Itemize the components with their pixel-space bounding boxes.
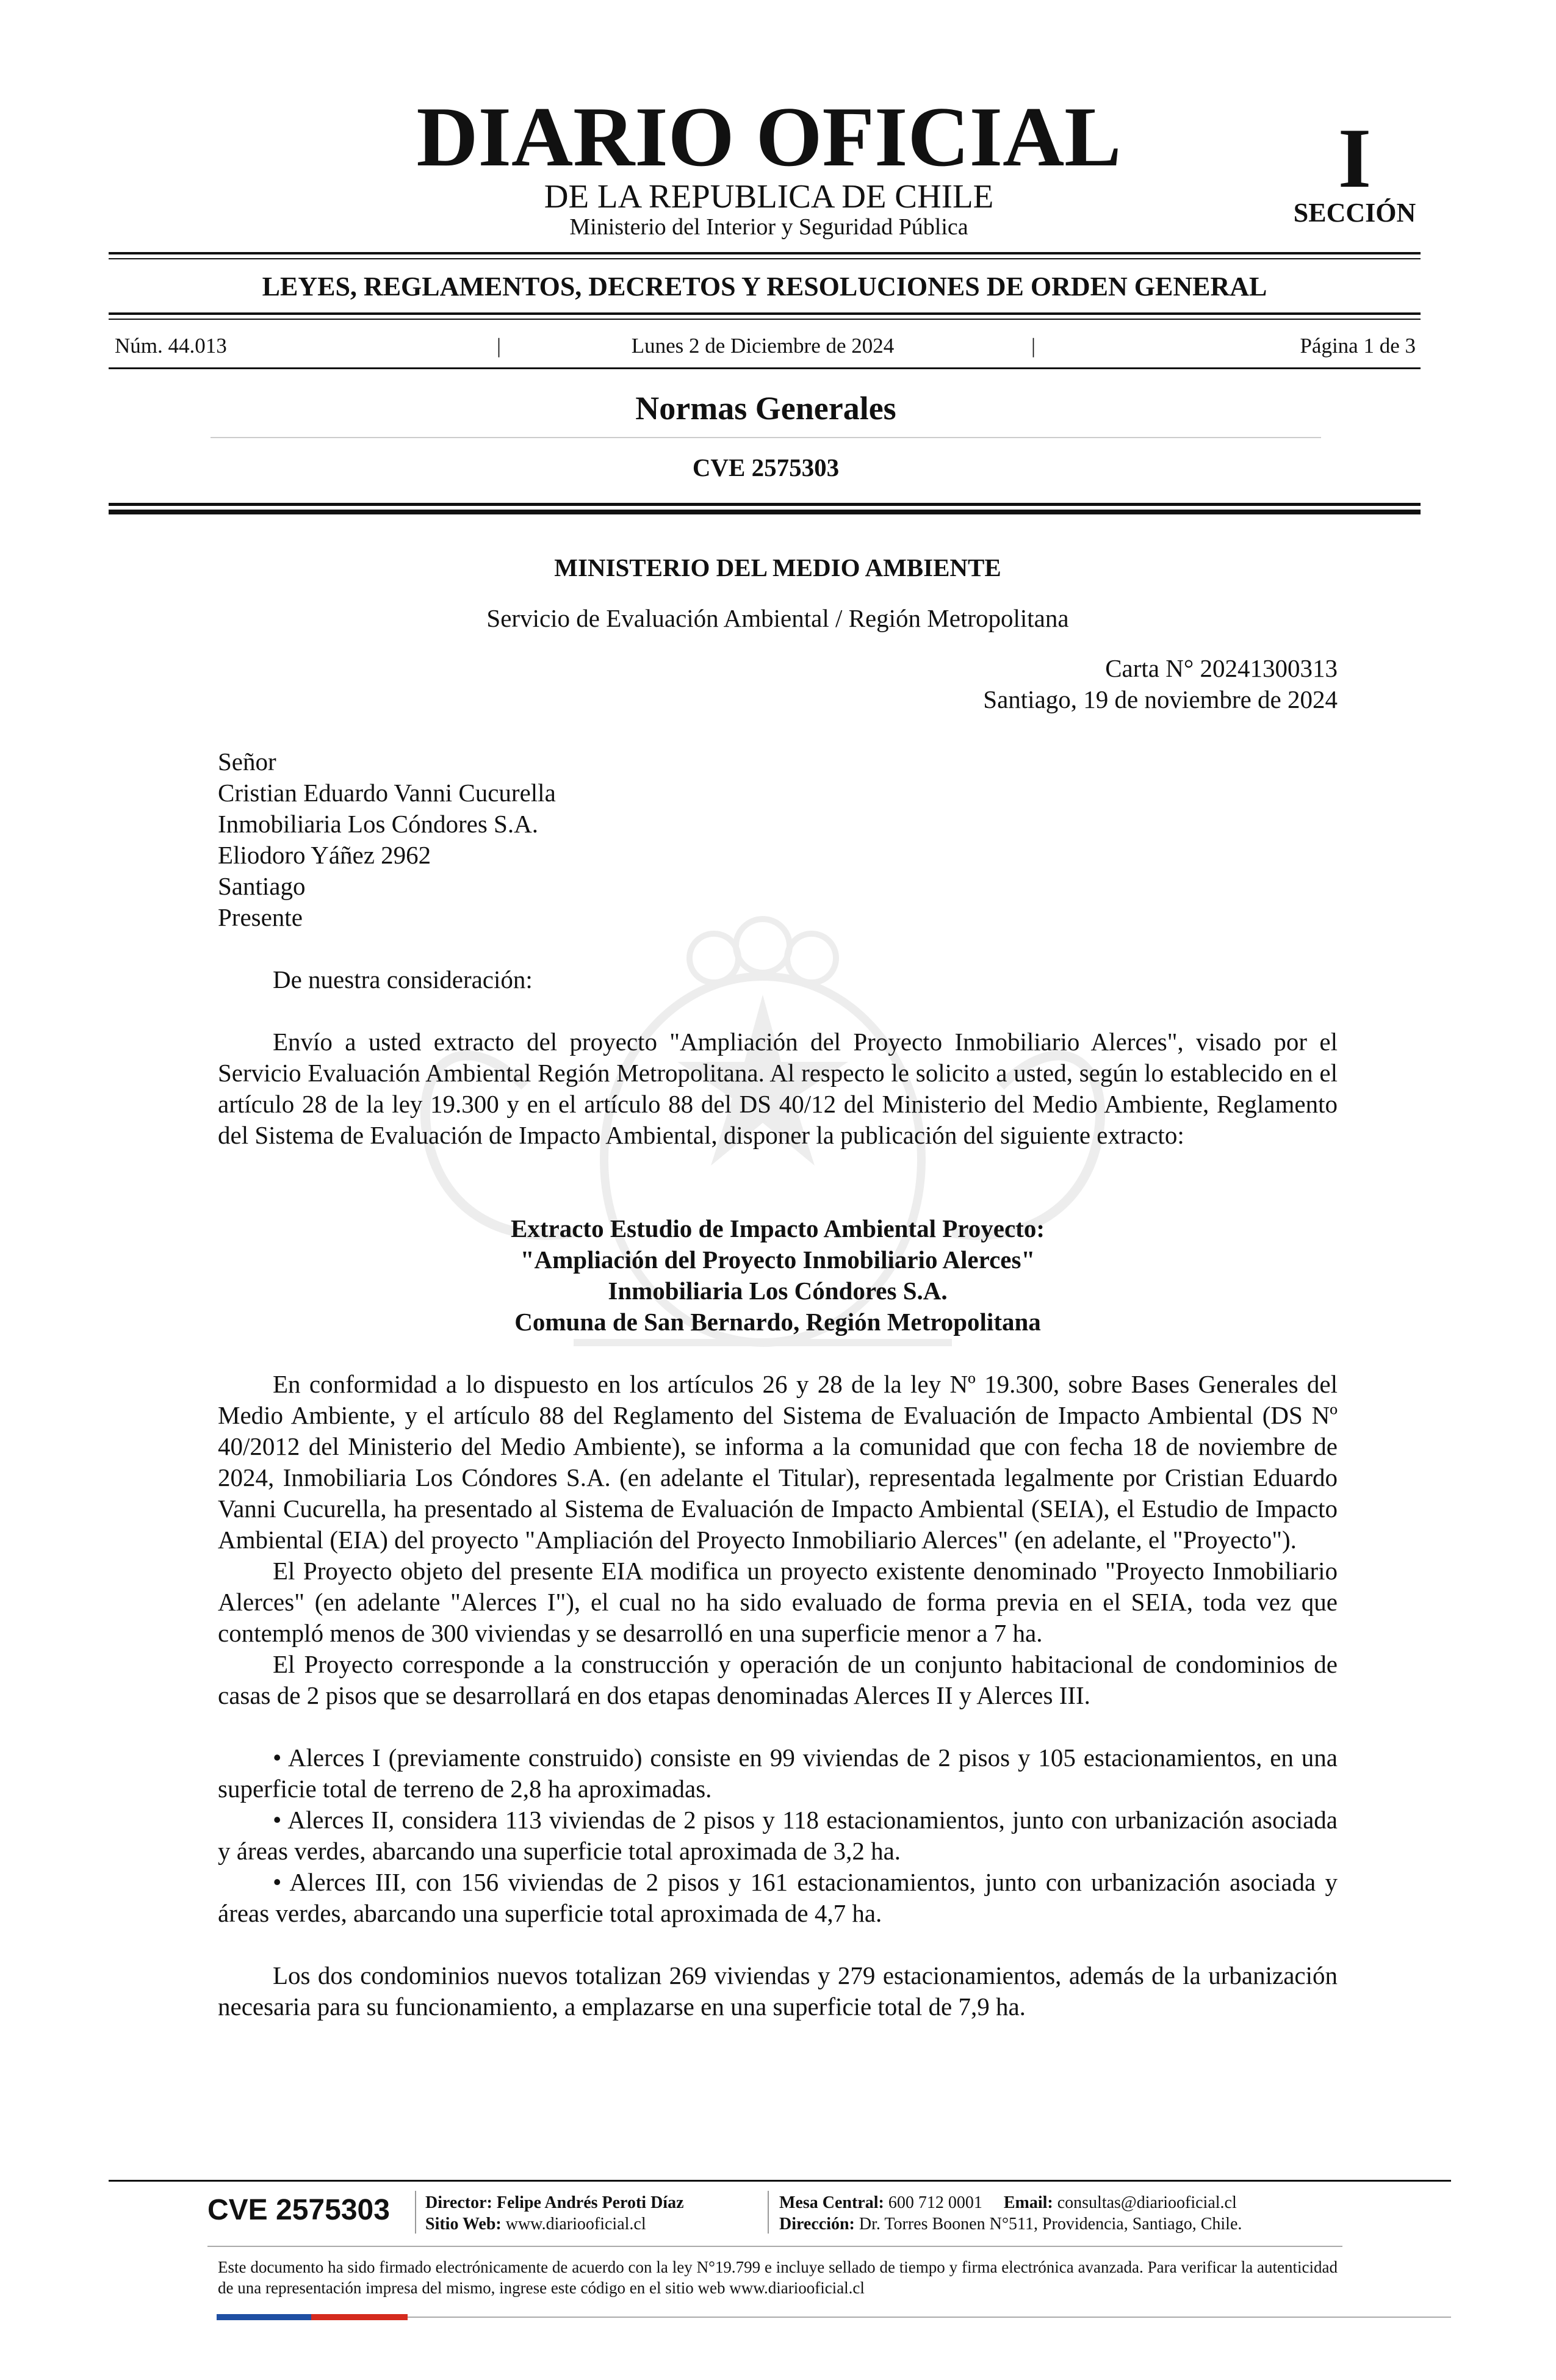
- address-line: Cristian Eduardo Vanni Cucurella: [218, 779, 556, 807]
- footer-divider-2: [768, 2191, 769, 2234]
- heavy-rule-1: [109, 503, 1421, 506]
- address-label: Dirección:: [779, 2215, 855, 2234]
- masthead-subtitle: DE LA REPUBLICA DE CHILE: [544, 178, 994, 215]
- phone-label: Mesa Central:: [779, 2193, 884, 2212]
- issue-page: Página 1 de 3: [1300, 334, 1416, 358]
- phone-number: 600 712 0001: [888, 2193, 982, 2212]
- director-name: Felipe Andrés Peroti Díaz: [496, 2193, 684, 2212]
- banner-rule-1: [109, 312, 1421, 315]
- address-line: Señor: [218, 748, 276, 776]
- banner-title: LEYES, REGLAMENTOS, DECRETOS Y RESOLUCIONES DE ORDEN GENERAL: [262, 272, 1267, 301]
- address-line: Presente: [218, 903, 303, 931]
- issue-separator-left: |: [497, 334, 502, 358]
- email-label: Email:: [1003, 2193, 1053, 2212]
- intro-block: [218, 1026, 1338, 1151]
- footer-address: [779, 2213, 1242, 2235]
- issue-rule: [109, 367, 1421, 369]
- bullet-item: • Alerces I (previamente construido) consiste en 99 viviendas de 2 pisos y 105 estacionamientos, en una superficie total de terreno de 2,8 ha aproximadas.: [218, 1744, 1338, 1803]
- section-label: SECCIÓN: [1293, 198, 1416, 228]
- issue-separator-right: |: [1031, 334, 1036, 358]
- director-label: Director:: [425, 2193, 492, 2212]
- extract-title-line: Inmobiliaria Los Cóndores S.A.: [608, 1277, 948, 1305]
- cve-code: CVE 2575303: [692, 453, 840, 481]
- footer-disclaimer: Este documento ha sido firmado electrónicamente de acuerdo con la ley N°19.799 e incluye sellado de tiempo y firma electrónica avanzada. Para verificar la autenticidad de una representación impresa del mismo, ingrese este código en el sitio web www.diariooficial.cl: [218, 2258, 1338, 2297]
- address-line: Inmobiliaria Los Cóndores S.A.: [218, 810, 538, 838]
- footer-director: [425, 2192, 684, 2213]
- flag-bar-red: [311, 2314, 408, 2320]
- ministry-heading: MINISTERIO DEL MEDIO AMBIENTE: [554, 554, 1001, 582]
- footer-website: [425, 2213, 646, 2235]
- footer-rule-2: [207, 2246, 1342, 2247]
- footer-rule-3: [408, 2317, 1451, 2318]
- footer-cve: CVE 2575303: [207, 2194, 390, 2226]
- extract-title-line: Comuna de San Bernardo, Región Metropolitana: [514, 1308, 1041, 1336]
- footer-divider-1: [415, 2191, 416, 2234]
- section-heading: Normas Generales: [635, 390, 896, 427]
- email-link[interactable]: consultas@diariooficial.cl: [1057, 2193, 1237, 2212]
- extract-title-line: Extracto Estudio de Impacto Ambiental Proyecto:: [511, 1214, 1045, 1242]
- footer-contact: [779, 2192, 1237, 2213]
- section-number: I: [1338, 111, 1372, 206]
- issue-number: Núm. 44.013: [115, 334, 227, 358]
- masthead-rule-top: [109, 252, 1421, 254]
- paragraph-1: En conformidad a lo dispuesto en los artículos 26 y 28 de la ley Nº 19.300, sobre Bases Generales del Medio Ambiente, y el artículo 88 del Reglamento del Sistema de Evaluación de Impacto Ambiental (DS Nº 40/2012 del Ministerio del Medio Ambiente), se informa a la comunidad que con fecha 18 de noviembre de 2024, Inmobiliaria Los Cóndores S.A. (en adelante el Titular), representada legalmente por Cristian Eduardo Vanni Cucurella, ha presentado al Sistema de Evaluación de Impacto Ambiental (SEIA), el Estudio de Impacto Ambiental (EIA) del proyecto "Ampliación del Proyecto Inmobiliario Alerces" (en adelante, el "Proyecto").: [218, 1370, 1338, 1554]
- address-line: Santiago: [218, 872, 306, 900]
- service-line: Servicio de Evaluación Ambiental / Región Metropolitana: [486, 604, 1069, 632]
- bullet-item: • Alerces II, considera 113 viviendas de 2 pisos y 118 estacionamientos, junto con urbanización asociada y áreas verdes, abarcando una superficie total aproximada de 3,2 ha.: [218, 1806, 1338, 1865]
- intro-paragraph: Envío a usted extracto del proyecto "Ampliación del Proyecto Inmobiliario Alerces", visado por el Servicio Evaluación Ambiental Región Metropolitana. Al respecto le solicito a usted, según lo establecido en el artículo 28 de la ley 19.300 y en el artículo 88 del DS 40/12 del Ministerio del Medio Ambiente, Reglamento del Sistema de Evaluación de Impacto Ambiental, disponer la publicación del siguiente extracto:: [218, 1028, 1338, 1149]
- web-label: Sitio Web:: [425, 2215, 502, 2234]
- address-line: Eliodoro Yáñez 2962: [218, 841, 431, 869]
- extract-title-line: "Ampliación del Proyecto Inmobiliario Alerces": [520, 1246, 1036, 1274]
- footer-rule: [109, 2180, 1451, 2182]
- masthead-ministry: Ministerio del Interior y Seguridad Pública: [569, 214, 968, 240]
- issue-date: Lunes 2 de Diciembre de 2024: [631, 334, 895, 358]
- banner-rule-2: [109, 319, 1421, 320]
- recipient-address: [218, 746, 556, 933]
- heavy-rule-2: [109, 510, 1421, 514]
- web-link[interactable]: www.diariooficial.cl: [505, 2215, 646, 2234]
- salutation: De nuestra consideración:: [273, 965, 533, 993]
- bullet-item: • Alerces III, con 156 viviendas de 2 pisos y 161 estacionamientos, junto con urbanización asociada y áreas verdes, abarcando una superficie total aproximada de 4,7 ha.: [218, 1868, 1338, 1927]
- letter-number: Carta N° 20241300313: [1105, 654, 1338, 682]
- masthead-rule-bottom: [109, 258, 1421, 259]
- paragraph-3: El Proyecto corresponde a la construcción y operación de un conjunto habitacional de condominios de casas de 2 pisos que se desarrollará en dos etapas denominadas Alerces II y Alerces III.: [218, 1650, 1338, 1709]
- extract-body: [218, 1369, 1338, 2022]
- masthead-title: DIARIO OFICIAL: [416, 90, 1122, 184]
- flag-bar-blue: [217, 2314, 311, 2320]
- extract-title: [218, 1213, 1338, 1338]
- letter-date: Santiago, 19 de noviembre de 2024: [983, 685, 1338, 713]
- paragraph-4: Los dos condominios nuevos totalizan 269 viviendas y 279 estacionamientos, además de la urbanización necesaria para su funcionamiento, a emplazarse en una superficie total de 7,9 ha.: [218, 1961, 1338, 2021]
- section-heading-rule: [211, 437, 1321, 438]
- address-value: Dr. Torres Boonen N°511, Providencia, Santiago, Chile.: [859, 2215, 1242, 2234]
- paragraph-2: El Proyecto objeto del presente EIA modifica un proyecto existente denominado "Proyecto Inmobiliario Alerces" (en adelante "Alerces I"), el cual no ha sido evaluado de forma previa en el SEIA, toda vez que contempló menos de 300 viviendas y se desarrolló en una superficie menor a 7 ha.: [218, 1557, 1338, 1647]
